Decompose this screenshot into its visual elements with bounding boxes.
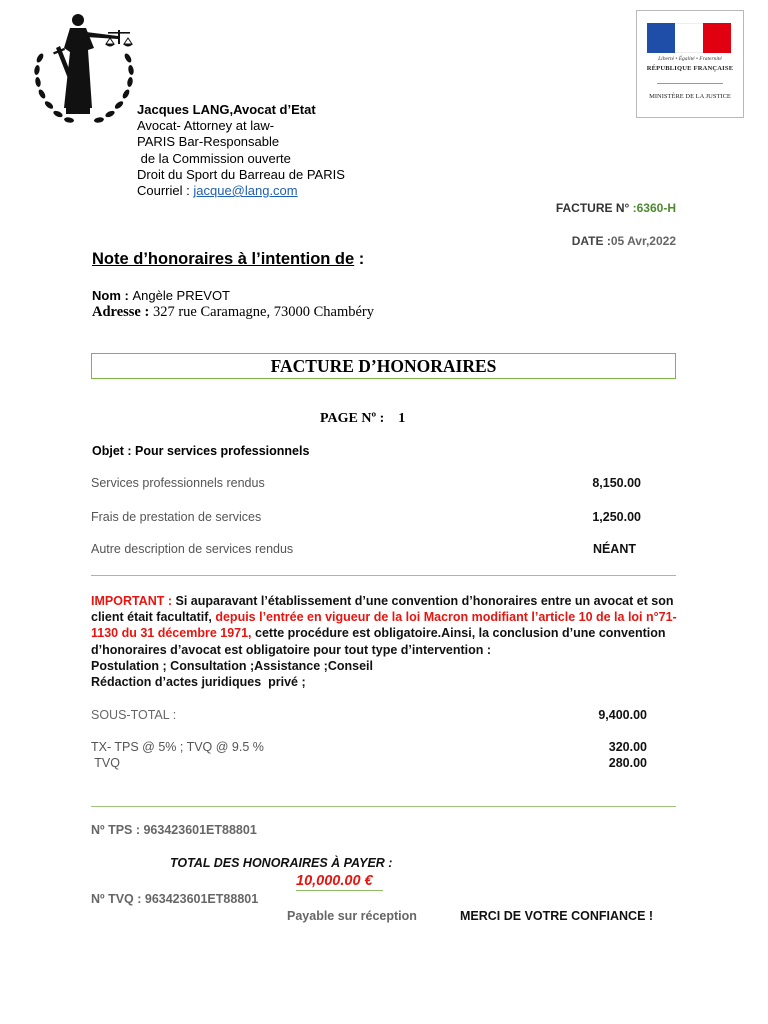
sender-email-row <box>137 183 345 199</box>
marianne-flag-icon <box>647 23 731 53</box>
recipient-heading-suffix: : <box>354 250 365 268</box>
republic-motto: Liberté • Égalité • Fraternité <box>658 56 722 62</box>
invoice-number <box>556 201 676 215</box>
service-label: Autre description de services rendus <box>91 542 294 556</box>
subtotal-value: 9,400.00 <box>598 708 647 722</box>
address-label: Adresse : <box>92 304 153 320</box>
sender-line: Avocat- Attorney at law- <box>137 118 275 134</box>
sender-name: Jacques LANG,Avocat d’Etat <box>137 102 316 117</box>
invoice-date <box>572 234 676 248</box>
invoice-date-value: 05 Avr,2022 <box>610 234 676 248</box>
invoice-date-label: DATE : <box>571 234 611 248</box>
section-divider <box>91 806 676 807</box>
important-notice <box>91 593 681 690</box>
total-amount: 10,000.00 € <box>296 873 383 891</box>
service-value: 1,250.00 <box>592 510 641 524</box>
sender-block <box>137 102 345 199</box>
important-text: Si auparavant l’établissement d’une convention d’honoraires entre un avocat et son client était facultatif, <box>91 594 674 625</box>
service-value: NÉANT <box>592 542 636 556</box>
important-law-reference: depuis l’entrée en vigueur de la loi Macron modifiant l’article 10 de la loi n°71-1130 du 31 décembre 1971, <box>91 610 677 641</box>
recipient-name: Angèle PREVOT <box>132 288 230 303</box>
tax-value: 280.00 <box>608 756 647 770</box>
recipient-name-row <box>92 288 230 303</box>
page-number: PAGE Nº : 1 <box>320 411 406 426</box>
sender-line: de la Commission ouverte <box>137 150 291 166</box>
recipient-heading-text: Note d’honoraires à l’intention de <box>92 250 355 268</box>
payment-terms: Payable sur réception <box>287 909 417 923</box>
recipient-address: 327 rue Caramagne, 73000 Chambéry <box>152 304 375 320</box>
invoice-subject: Objet : Pour services professionnels <box>92 444 310 458</box>
subtotal-label: SOUS-TOTAL : <box>91 708 177 722</box>
service-value: 8,150.00 <box>592 476 641 490</box>
logo-divider <box>657 83 723 84</box>
important-text-cont: cette procédure est obligatoire.Ainsi, la conclusion d’une convention d’honoraires d’avocat est obligatoire pour tout type d’intervention : <box>91 626 666 657</box>
section-divider <box>91 575 676 576</box>
sender-line: Droit du Sport du Barreau de PARIS <box>137 166 345 182</box>
invoice-title-banner: FACTURE D’HONORAIRES <box>91 353 676 379</box>
intervention-types: Postulation ; Consultation ;Assistance ;Conseil <box>91 658 373 673</box>
tvq-number: Nº TVQ : 963423601ET88801 <box>91 892 259 906</box>
service-label: Frais de prestation de services <box>91 510 262 524</box>
invoice-number-label: FACTURE N° <box>555 201 633 215</box>
tax-value: 320.00 <box>608 740 647 754</box>
ministry-name: MINISTÈRE DE LA JUSTICE <box>649 93 731 100</box>
recipient-address-row <box>92 304 374 321</box>
service-label: Services professionnels rendus <box>91 476 265 490</box>
intervention-types: Rédaction d’actes juridiques privé ; <box>91 675 306 690</box>
republique-francaise-logo <box>636 10 744 118</box>
invoice-number-value: :6360-H <box>632 201 676 215</box>
recipient-heading <box>92 250 364 269</box>
email-link[interactable]: jacque@lang.com <box>193 183 298 199</box>
name-label: Nom : <box>92 288 133 303</box>
email-label: Courriel : <box>137 183 194 199</box>
laurel-right <box>94 52 135 123</box>
sender-line: PARIS Bar-Responsable <box>137 134 280 150</box>
thank-you-note: MERCI DE VOTRE CONFIANCE ! <box>460 909 654 923</box>
tax-label: TVQ <box>91 756 120 770</box>
important-label: IMPORTANT : <box>91 594 176 608</box>
tax-label: TX- TPS @ 5% ; TVQ @ 9.5 % <box>91 740 264 754</box>
total-label: TOTAL DES HONORAIRES À PAYER : <box>170 856 393 870</box>
lady-justice-logo <box>26 8 142 128</box>
tps-number: Nº TPS : 963423601ET88801 <box>91 823 257 837</box>
republic-name: RÉPUBLIQUE FRANÇAISE <box>646 65 734 72</box>
